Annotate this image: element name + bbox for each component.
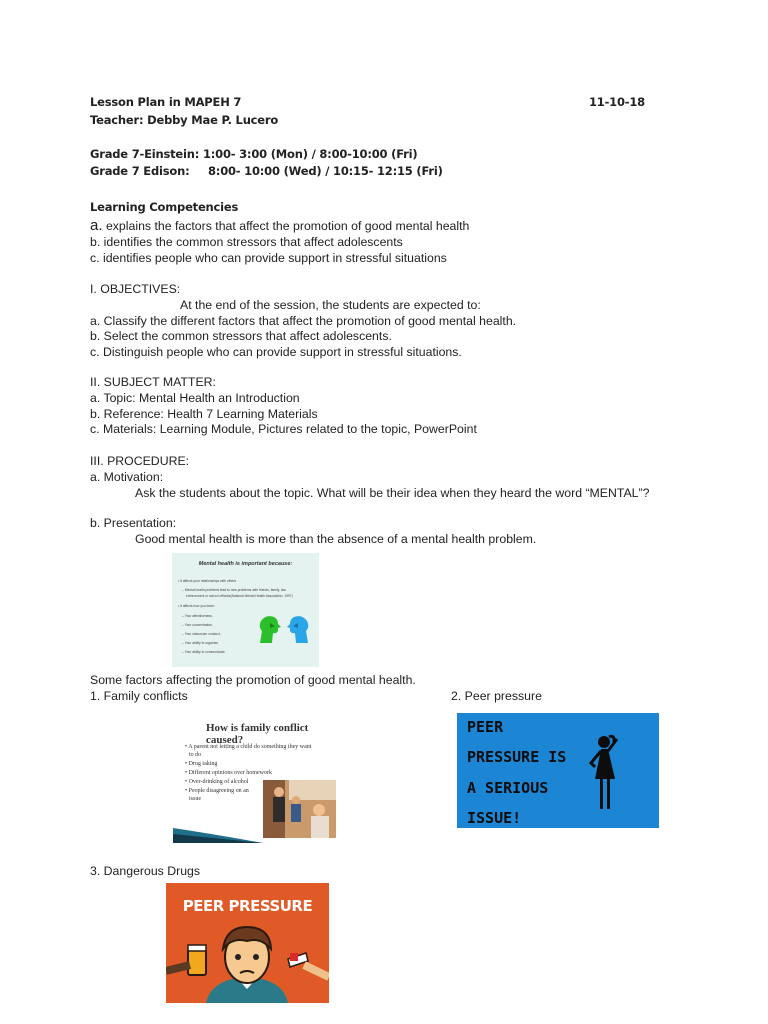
slide-line: – Your ability to communicate (182, 650, 225, 654)
competency-b: b. identifies the common stressors that affect adolescents (90, 235, 403, 249)
two-heads-icon (256, 613, 312, 645)
slide-line: issue (189, 796, 201, 802)
slide-line: ISSUE! (467, 809, 522, 827)
factor-peer: 2. Peer pressure (451, 689, 542, 703)
peer-pressure-poster (166, 883, 329, 1003)
slide-line: enforcement or school officials(National Mental Health Association, 1997) (186, 594, 293, 598)
lesson-title: Lesson Plan in MAPEH 7 (90, 95, 242, 109)
cartoon-face (166, 919, 329, 1003)
teacher-name: Teacher: Debby Mae P. Lucero (90, 113, 279, 127)
peer-pressure-slide (457, 713, 659, 828)
objectives-intro: At the end of the session, the students are expected to: (180, 298, 481, 312)
slide-line: • Different opinions over homework (185, 770, 272, 776)
factor-drugs: 3. Dangerous Drugs (90, 864, 201, 878)
competency-a-text: explains the factors that affect the promotion of good mental health (105, 219, 470, 233)
objective-b: b. Select the common stressors that affect adolescents. (90, 329, 392, 343)
slide-line: • Drug taking (185, 761, 218, 767)
slide-corner-swoosh (173, 820, 263, 843)
girl-silhouette-icon (587, 731, 627, 813)
slide-line: to do (189, 752, 202, 758)
family-photo (263, 780, 336, 838)
subject-topic: a. Topic: Mental Health an Introduction (90, 391, 300, 405)
factors-intro: Some factors affecting the promotion of good mental health. (90, 673, 416, 687)
schedule-edison-label: Grade 7 Edison: (90, 164, 190, 178)
schedule-edison-time: 8:00- 10:00 (Wed) / 10:15- 12:15 (Fri) (208, 164, 443, 178)
slide-line: – Your classroom conduct, (182, 632, 221, 636)
poster-title: PEER PRESSURE (182, 897, 313, 915)
competency-c: c. identifies people who can provide support in stressful situations (90, 251, 447, 265)
competencies-heading: Learning Competencies (90, 200, 239, 214)
slide-line: • It affects your relationships with others (178, 579, 237, 583)
schedule-einstein: Grade 7-Einstein: 1:00- 3:00 (Mon) / 8:00-10:00 (Fri) (90, 147, 418, 161)
slide-line: – Your concentration, (182, 623, 213, 627)
subject-materials: c. Materials: Learning Module, Pictures related to the topic, PowerPoint (90, 422, 477, 436)
family-conflict-slide (173, 712, 344, 843)
slide-line: • Over-drinking of alcohol (185, 779, 249, 785)
slide-title: Mental health is important because: (198, 561, 293, 567)
procedure-heading: III. PROCEDURE: (90, 454, 190, 468)
presentation-label: b. Presentation: (90, 516, 177, 530)
presentation-text: Good mental health is more than the absence of a mental health problem. (135, 532, 537, 546)
slide-line: PRESSURE IS (467, 748, 567, 766)
objective-c: c. Distinguish people who can provide support in stressful situations. (90, 345, 462, 359)
slide-line: • People disagreeing on an (185, 788, 249, 794)
slide-line: – Your attentiveness, (182, 614, 213, 618)
slide-line: PEER (467, 718, 504, 736)
motivation-label: a. Motivation: (90, 470, 164, 484)
factor-family: 1. Family conflicts (90, 689, 188, 703)
objective-a: a. Classify the different factors that affect the promotion of good mental health. (90, 314, 517, 328)
objectives-heading: I. OBJECTIVES: (90, 282, 181, 296)
competency-a (90, 217, 469, 234)
subject-reference: b. Reference: Health 7 Learning Materials (90, 407, 318, 421)
slide-line: – Mental health problems lead to new problems with friends, family, law (182, 588, 286, 592)
slide-line: • It affects how you learn: (178, 604, 215, 608)
slide-line: • A parent not letting a child do something they want (185, 744, 312, 750)
slide-line: A SERIOUS (467, 779, 549, 797)
competency-a-letter: a. (90, 217, 103, 234)
subject-heading: II. SUBJECT MATTER: (90, 375, 216, 389)
slide-line: – Your ability to organize, (182, 641, 219, 645)
lesson-date: 11-10-18 (589, 95, 645, 109)
motivation-text: Ask the students about the topic. What will be their idea when they heard the word “MENTAL”? (135, 486, 650, 500)
mental-health-slide (172, 553, 319, 667)
slide-title: How is family conflict caused? (206, 722, 309, 746)
